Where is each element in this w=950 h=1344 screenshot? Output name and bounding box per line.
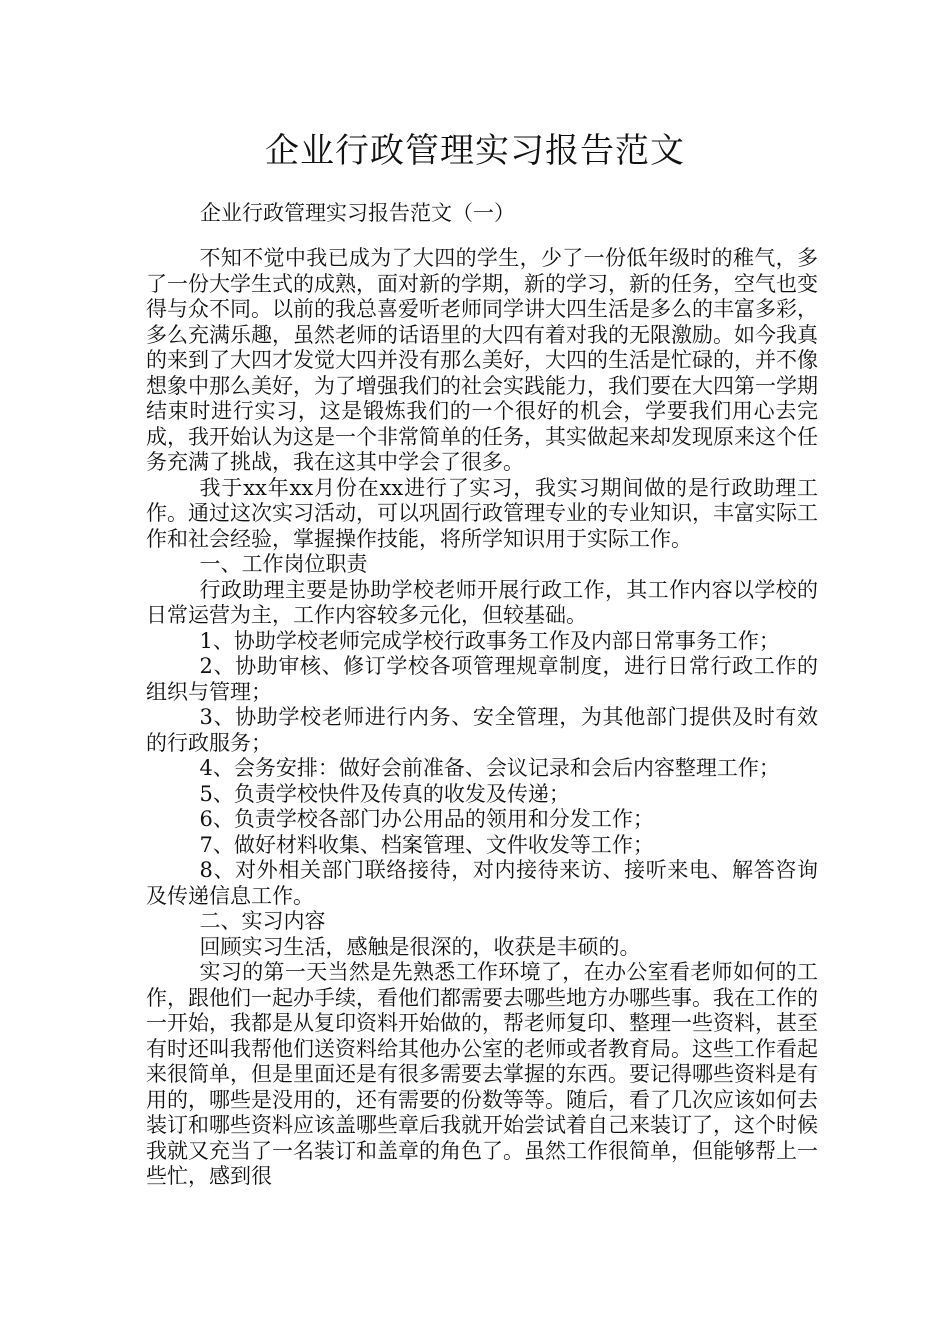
list-item: 6、负责学校各部门办公用品的领用和分发工作； — [199, 807, 654, 831]
paragraph: 行政助理主要是协助学校老师开展行政工作，其工作内容以学校的日常运营为主，工作内容较多元化，但较基础。 — [146, 577, 818, 627]
paragraph: 回顾实习生活，感触是很深的，收获是丰硕的。 — [199, 934, 641, 959]
document-body — [146, 246, 818, 1190]
list-item: 2、协助审核、修订学校各项管理规章制度，进行日常行政工作的组织与管理； — [146, 654, 818, 704]
section-heading: 一、工作岗位职责 — [199, 552, 368, 576]
paragraph: 不知不觉中我已成为了大四的学生，少了一份低年级时的稚气，多了一份大学生式的成熟，面对新的学期，新的学习，新的任务，空气也变得与众不同。以前的我总喜爱听老师同学讲大四生活是多么的丰富多彩，多么充满乐趣，虽然老师的话语里的大四有着对我的无限激励。如今我真的来到了大四才发觉大四并没有那么美好，大四的生活是忙碌的，并不像想象中那么美好，为了增强我们的社会实践能力，我们要在大四第一学期结束时进行实习，这是锻炼我们的一个很好的机会，学要我们用心去完成，我开始认为这是一个非常简单的任务，其实做起来却发现原来这个任务充满了挑战，我在这其中学会了很多。 — [146, 246, 818, 474]
list-item: 7、做好材料收集、档案管理、文件收发等工作； — [199, 832, 654, 857]
document-subtitle: 企业行政管理实习报告范文（一） — [200, 201, 515, 225]
list-item: 8、对外相关部门联络接待，对内接待来访、接听来电、解答咨询及传递信息工作。 — [146, 858, 818, 908]
paragraph: 实习的第一天当然是先熟悉工作环境了，在办公室看老师如何的工作，跟他们一起办手续，看他们都需要去哪些地方办哪些事。我在工作的一开始，我都是从复印资料开始做的，帮老师复印、整理一些资料，甚至有时还叫我帮他们送资料给其他办公室的老师或者教育局。这些工作看起来很简单，但是里面还是有很多需要去掌握的东西。要记得哪些资料是有用的，哪些是没用的，还有需要的份数等等。随后，看了几次应该如何去装订和哪些资料应该盖哪些章后我就开始尝试着自己来装订了，这个时候我就又充当了一名装订和盖章的角色了。虽然工作很简单，但能够帮上一些忙，感到很 — [146, 960, 818, 1188]
list-item: 3、协助学校老师进行内务、安全管理，为其他部门提供及时有效的行政服务； — [146, 705, 818, 755]
list-item: 4、会务安排：做好会前准备、会议记录和会后内容整理工作； — [199, 756, 780, 780]
paragraph: 我于xx年xx月份在xx进行了实习，我实习期间做的是行政助理工作。通过这次实习活动，可以巩固行政管理专业的专业知识，丰富实际工作和社会经验，掌握操作技能，将所学知识用于实际工作。 — [146, 475, 818, 551]
list-item: 5、负责学校快件及传真的收发及传递； — [199, 781, 570, 806]
list-item: 1、协助学校老师完成学校行政事务工作及内部日常事务工作； — [199, 628, 780, 653]
section-heading: 二、实习内容 — [199, 909, 326, 933]
document-title: 企业行政管理实习报告范文 — [265, 131, 685, 171]
